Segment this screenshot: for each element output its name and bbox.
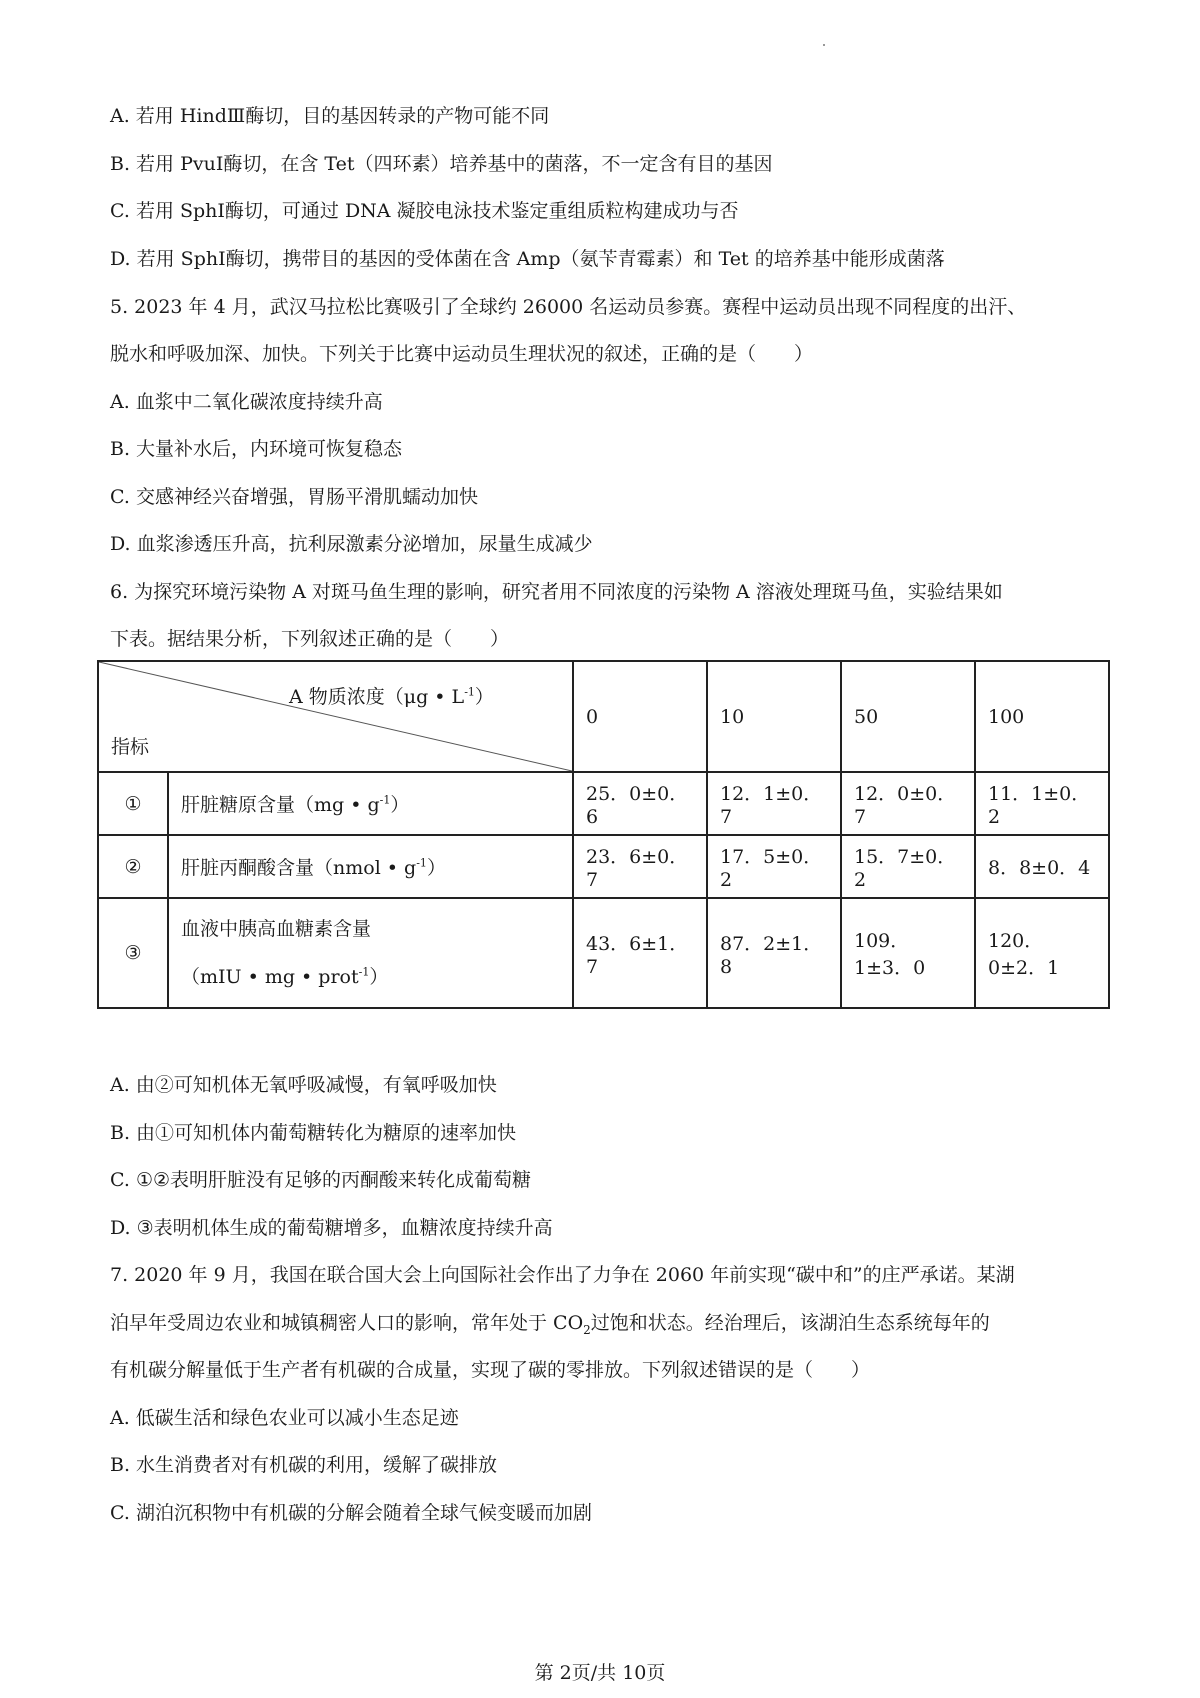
table-header-row — [98, 661, 1109, 772]
diagonal-line — [99, 662, 572, 771]
scan-dot — [823, 44, 825, 46]
q5-option-b: B. 大量补水后，内环境可恢复稳态 — [110, 438, 403, 460]
page-footer: 第 2页/共 10页 — [534, 1662, 666, 1684]
cell-value: 109．1±3．0 — [841, 898, 975, 1008]
q7-option-a: A. 低碳生活和绿色农业可以减小生态足迹 — [110, 1407, 459, 1429]
table-row — [98, 835, 1109, 898]
q7-stem-line1: 7. 2020 年 9 月，我国在联合国大会上向国际社会作出了力争在 2060 年前实现“碳中和”的庄严承诺。某湖 — [110, 1264, 1015, 1286]
cell-value: 120．0±2．1 — [975, 898, 1109, 1008]
q5-stem-line1: 5. 2023 年 4 月，武汉马拉松比赛吸引了全球约 26000 名运动员参赛。赛程中运动员出现不同程度的出汗、 — [110, 296, 1027, 318]
q5-stem-line2: 脱水和呼吸加深、加快。下列关于比赛中运动员生理状况的叙述，正确的是（ ） — [110, 343, 814, 365]
conc-50: 50 — [841, 661, 975, 772]
table-row — [98, 898, 1109, 1008]
conc-0: 0 — [573, 661, 707, 772]
q4-option-b: B. 若用 PvuⅠ酶切，在含 Tet（四环素）培养基中的菌落，不一定含有目的基因 — [110, 153, 773, 175]
cell-value: 25．0±0．6 — [573, 772, 707, 835]
row-number: ③ — [98, 898, 168, 1008]
q6-option-b: B. 由①可知机体内葡萄糖转化为糖原的速率加快 — [110, 1122, 517, 1144]
cell-value: 15．7±0．2 — [841, 835, 975, 898]
row-number: ② — [98, 835, 168, 898]
cell-value: 87．2±1．8 — [707, 898, 841, 1008]
cell-value: 12．0±0．7 — [841, 772, 975, 835]
q6-option-c: C. ①②表明肝脏没有足够的丙酮酸来转化成葡萄糖 — [110, 1169, 532, 1191]
conc-100: 100 — [975, 661, 1109, 772]
cell-value: 12．1±0．7 — [707, 772, 841, 835]
results-table — [97, 660, 1110, 1009]
q7-option-b: B. 水生消费者对有机碳的利用，缓解了碳排放 — [110, 1454, 498, 1476]
q6-stem-line1: 6. 为探究环境污染物 A 对斑马鱼生理的影响，研究者用不同浓度的污染物 A 溶液处理斑马鱼，实验结果如 — [110, 581, 1003, 603]
row-label-line1: 血液中胰高血糖素含量 — [181, 918, 372, 940]
concentration-header: A 物质浓度（μg • $L^{-1}$） — [289, 685, 494, 708]
q6-stem-line2: 下表。据结果分析，下列叙述正确的是（ ） — [110, 628, 510, 650]
cell-value: 17．5±0．2 — [707, 835, 841, 898]
row-label: 肝脏糖原含量（mg • $g^{-1}$） — [168, 772, 573, 835]
q5-option-c: C. 交感神经兴奋增强，胃肠平滑肌蠕动加快 — [110, 486, 478, 508]
q6-option-d: D. ③表明机体生成的葡萄糖增多，血糖浓度持续升高 — [110, 1217, 553, 1239]
q4-option-c: C. 若用 SphⅠ酶切，可通过 DNA 凝胶电泳技术鉴定重组质粒构建成功与否 — [110, 200, 739, 222]
row-label — [168, 898, 573, 1008]
q4-option-d: D. 若用 SphⅠ酶切，携带目的基因的受体菌在含 Amp（氨苄青霉素）和 Tet 的培养基中能形成菌落 — [110, 248, 945, 270]
cell-value: 8．8±0．4 — [975, 835, 1109, 898]
row-number: ① — [98, 772, 168, 835]
diagonal-header-cell — [98, 661, 573, 772]
q7-option-c: C. 湖泊沉积物中有机碳的分解会随着全球气候变暖而加剧 — [110, 1502, 592, 1524]
table-row — [98, 772, 1109, 835]
cell-value: 23．6±0．7 — [573, 835, 707, 898]
q5-option-a: A. 血浆中二氧化碳浓度持续升高 — [110, 391, 383, 413]
q7-stem-line3: 有机碳分解量低于生产者有机碳的合成量，实现了碳的零排放。下列叙述错误的是（ ） — [110, 1359, 871, 1381]
conc-10: 10 — [707, 661, 841, 772]
q5-option-d: D. 血浆渗透压升高，抗利尿激素分泌增加，尿量生成减少 — [110, 533, 593, 555]
q6-option-a: A. 由②可知机体无氧呼吸减慢，有氧呼吸加快 — [110, 1074, 497, 1096]
q4-option-a: A. 若用 HindⅢ酶切，目的基因转录的产物可能不同 — [110, 105, 550, 127]
cell-value: 11．1±0．2 — [975, 772, 1109, 835]
cell-value: 43．6±1．7 — [573, 898, 707, 1008]
row-label: 肝脏丙酮酸含量（nmol • $g^{-1}$） — [168, 835, 573, 898]
row-label-line2: （mIU • mg • prot$^{-1}$） — [181, 965, 389, 988]
indicator-header: 指标 — [111, 736, 150, 758]
q7-stem-line2: 泊早年受周边农业和城镇稠密人口的影响，常年处于 $CO_2$过饱和状态。经治理后，该湖泊生态系统每年的 — [110, 1312, 990, 1337]
